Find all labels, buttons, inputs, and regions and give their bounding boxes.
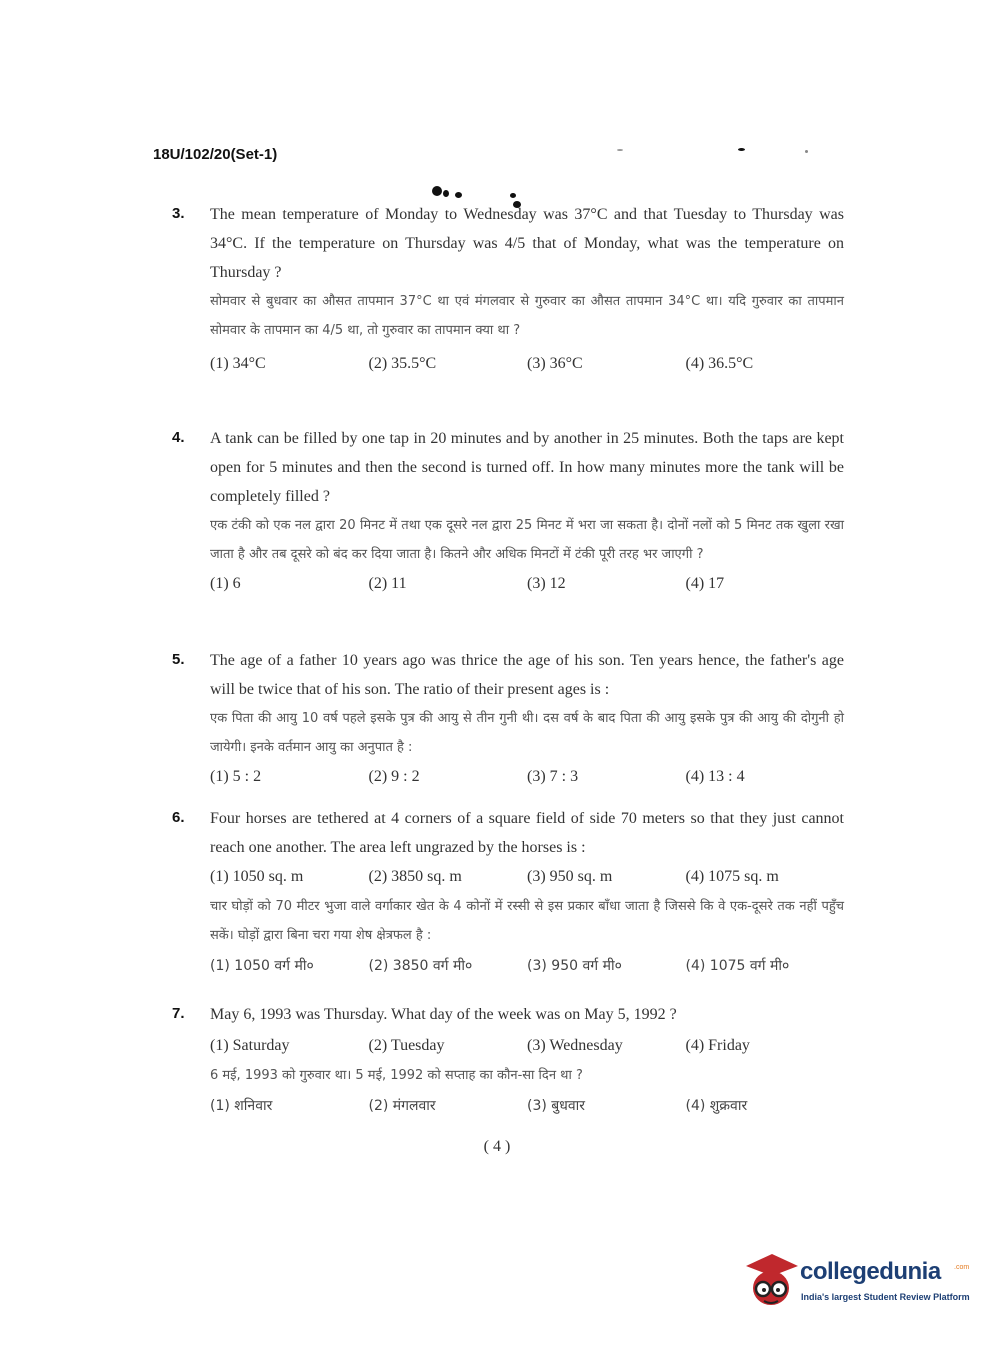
- question-text-hindi: सोमवार से बुधवार का औसत तापमान 37°C था एवं मंगलवार से गुरुवार का औसत तापमान 34°C था। यदि गुरुवार का तापमान सोमवार के तापमान का 4/5 था, तो गुरुवार का तापमान क्या था ?: [210, 294, 844, 338]
- options-row: [210, 349, 844, 379]
- option-3: (3) 12: [527, 575, 566, 592]
- question-text-hindi: चार घोड़ों को 70 मीटर भुजा वाले वर्गाकार खेत के 4 कोनों में रस्सी से इस प्रकार बाँधा जाता है जिससे कि वे एक-दूसरे तक नहीं पहुँच सकें। घोड़ों द्वारा बिना चरा गया शेष क्षेत्रफल है :: [210, 899, 844, 943]
- option-2: (2) 35.5°C: [368, 355, 437, 372]
- collegedunia-logo[interactable]: [742, 1248, 972, 1312]
- option-3: (3) 36°C: [527, 355, 583, 372]
- option-3: (3) 950 sq. m: [527, 868, 613, 885]
- mascot-icon: [742, 1248, 800, 1312]
- question-text-hindi: 6 मई, 1993 को गुरुवार था। 5 मई, 1992 को सप्ताह का कौन-सा दिन था ?: [210, 1068, 583, 1083]
- option-3: (3) Wednesday: [527, 1037, 623, 1054]
- question-number: 3.: [172, 205, 185, 222]
- option-4: (4) 36.5°C: [685, 355, 754, 372]
- brand-suffix: .com: [954, 1264, 970, 1271]
- brand-tagline: India's largest Student Review Platform: [801, 1292, 970, 1302]
- option-1-hindi: (1) 1050 वर्ग मी०: [210, 957, 314, 974]
- option-2: (2) 3850 sq. m: [368, 868, 462, 885]
- question-text-english: May 6, 1993 was Thursday. What day of the week was on May 5, 1992 ?: [210, 1006, 677, 1023]
- option-2: (2) 9 : 2: [368, 768, 420, 785]
- options-row: [210, 569, 844, 599]
- option-1: (1) 1050 sq. m: [210, 868, 304, 885]
- options-row: [210, 762, 844, 792]
- option-3-hindi: (3) बुधवार: [527, 1097, 586, 1114]
- option-1: (1) 6: [210, 575, 241, 592]
- question-number: 5.: [172, 651, 185, 668]
- question-text-english: Four horses are tethered at 4 corners of a square field of side 70 meters so that they just cannot reach one another. The area left ungrazed by the horses is :: [210, 810, 844, 856]
- option-4: (4) 17: [685, 575, 725, 592]
- question-5: [172, 646, 844, 792]
- options-row: [210, 1031, 844, 1061]
- option-4-hindi: (4) 1075 वर्ग मी०: [685, 957, 790, 974]
- question-6: [172, 804, 844, 980]
- question-text-hindi: एक पिता की आयु 10 वर्ष पहले इसके पुत्र की आयु से तीन गुनी थी। दस वर्ष के बाद पिता की आयु इसके पुत्र की आयु की दोगुनी हो जायेगी। इनके वर्तमान आयु का अनुपात है :: [210, 711, 844, 755]
- question-7: [172, 1000, 844, 1120]
- option-1: (1) Saturday: [210, 1037, 290, 1054]
- question-number: 7.: [172, 1005, 185, 1022]
- option-1: (1) 34°C: [210, 355, 266, 372]
- options-row-hindi: [210, 950, 844, 980]
- option-4-hindi: (4) शुक्रवार: [685, 1097, 748, 1114]
- brand-name: collegedunia: [800, 1258, 941, 1285]
- option-3-hindi: (3) 950 वर्ग मी०: [527, 957, 622, 974]
- option-1: (1) 5 : 2: [210, 768, 262, 785]
- options-row-hindi: [210, 1090, 844, 1120]
- option-2: (2) 11: [368, 575, 407, 592]
- option-2: (2) Tuesday: [368, 1037, 445, 1054]
- page-number: ( 4 ): [483, 1138, 511, 1155]
- question-text-hindi: एक टंकी को एक नल द्वारा 20 मिनट में तथा एक दूसरे नल द्वारा 25 मिनट में भरा जा सकता है। दोनों नलों को 5 मिनट तक खुला रखा जाता है और तब दूसरे को बंद कर दिया जाता है। कितने और अधिक मिनटों में टंकी पूरी तरह भर जाएगी ?: [210, 518, 844, 562]
- question-number: 4.: [172, 429, 185, 446]
- paper-code: 18U/102/20(Set-1): [153, 146, 278, 163]
- question-4: [172, 424, 844, 599]
- question-number: 6.: [172, 809, 185, 826]
- question-text-english: A tank can be filled by one tap in 20 minutes and by another in 25 minutes. Both the taps are kept open for 5 minutes and then the second is turned off. In how many minutes more the tank will be completely filled ?: [210, 430, 844, 505]
- option-4: (4) 1075 sq. m: [685, 868, 779, 885]
- question-text-english: The mean temperature of Monday to Wednesday was 37°C and that Tuesday to Thursday was 34°C. If the temperature on Thursday was 4/5 that of Monday, what was the temperature on Thursday ?: [210, 206, 844, 281]
- options-row: [210, 862, 844, 892]
- option-1-hindi: (1) शनिवार: [210, 1097, 273, 1114]
- question-text-english: The age of a father 10 years ago was thrice the age of his son. Ten years hence, the father's age will be twice that of his son. The ratio of their present ages is :: [210, 652, 844, 698]
- option-2-hindi: (2) 3850 वर्ग मी०: [368, 957, 473, 974]
- option-2-hindi: (2) मंगलवार: [368, 1097, 436, 1114]
- option-4: (4) 13 : 4: [685, 768, 745, 785]
- question-3: [172, 200, 844, 379]
- option-4: (4) Friday: [685, 1037, 750, 1054]
- option-3: (3) 7 : 3: [527, 768, 579, 785]
